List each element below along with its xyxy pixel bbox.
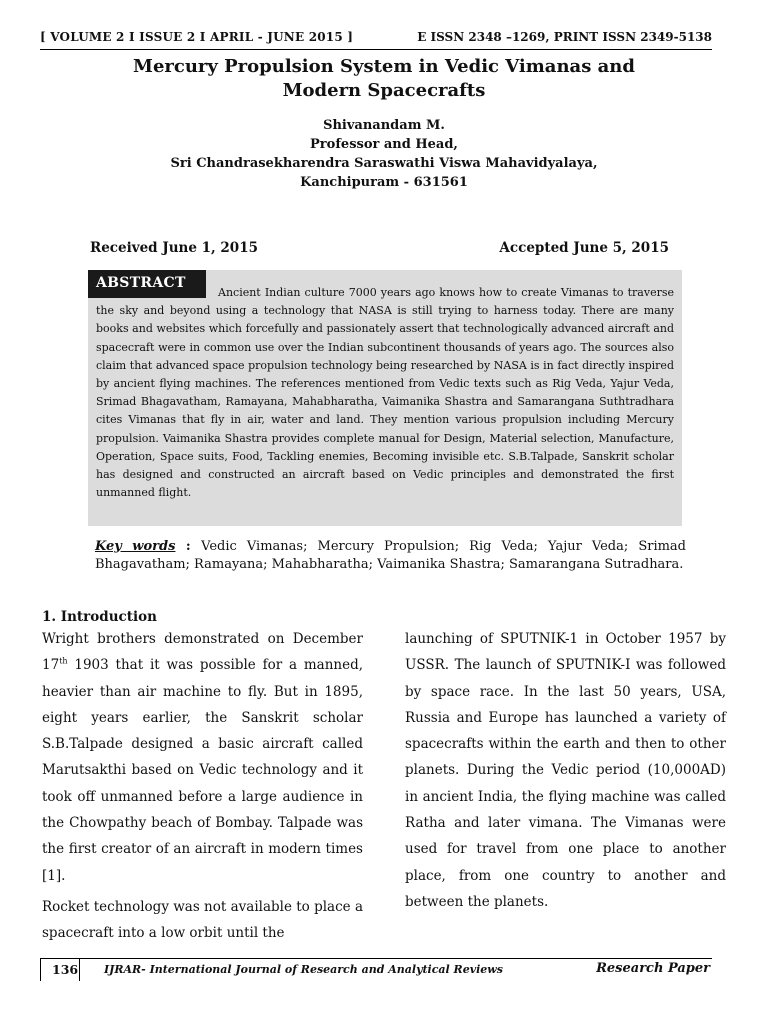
author-block: [40, 116, 728, 192]
page-number: 136: [52, 962, 79, 977]
journal-name-footer: IJRAR- International Journal of Research and Analytical Reviews: [104, 963, 503, 976]
section-heading-introduction: 1. Introduction: [42, 609, 157, 625]
intro-paragraph-3: launching of SPUTNIK-1 in October 1957 by USSR. The launch of SPUTNIK-I was followed by space race. In the last 50 years, USA, Russia and Europe has launched a variety of spacecrafts within the earth and then to other planets. During the Vedic period (10,000AD) in ancient India, the flying machine was called Ratha and later vimana. The Vimanas were used for travel from one place to another place, from one country to another and between the planets.: [405, 631, 726, 910]
footer-rule: [40, 958, 712, 959]
issn-header: E ISSN 2348 –1269, PRINT ISSN 2349-5138: [417, 30, 712, 44]
accepted-date: Accepted June 5, 2015: [499, 240, 669, 256]
paper-title: [40, 55, 728, 103]
body-column-right: [405, 626, 726, 915]
author-location: Kanchipuram - 631561: [300, 175, 468, 190]
keywords-separator: :: [175, 539, 202, 554]
abstract-label: ABSTRACT: [96, 275, 186, 291]
keywords-list: Vedic Vimanas; Mercury Propulsion; Rig Veda; Yajur Veda; Srimad Bhagavatham; Ramayana; Mahabharatha; Vaimanika Shastra; Samarangana Sutradhara.: [95, 539, 687, 572]
abstract-text: Ancient Indian culture 7000 years ago knows how to create Vimanas to traverse the sky and beyond using a technology that NASA is still trying to harness today. There are many books and websites which forcefully and passionately assert that technologically advanced aircraft and spacecraft were in common use over the Indian subcontinent thousands of years ago. The sources also claim that advanced space propulsion technology being researched by NASA is in fact directly inspired by ancient flying machines. The references mentioned from Vedic texts such as Rig Veda, Yajur Veda, Srimad Bhagavatham, Ramayana, Mahabharatha, Vaimanika Shastra and Samarangana Suthtradhara cites Vimanas that fly in air, water and land. They mention various propulsion including Mercury propulsion. Vaimanika Shastra provides complete manual for Design, Material selection, Manufacture, Operation, Space suits, Food, Tackling enemies, Becoming invisible etc. S.B.Talpade, Sanskrit scholar has designed and constructed an aircraft based on Vedic principles and demonstrated the first unmanned flight.: [96, 286, 674, 500]
author-name: Shivanandam M.: [323, 118, 445, 133]
abstract-box: [88, 270, 682, 526]
paper-type-label: Research Paper: [596, 961, 710, 976]
ordinal-superscript: th: [59, 656, 68, 666]
intro-paragraph-2: Rocket technology was not available to place a spacecraft into a low orbit until the: [42, 898, 363, 942]
body-column-left: [42, 626, 363, 947]
intro-paragraph-1: [42, 626, 363, 889]
author-institution: Sri Chandrasekharendra Saraswathi Viswa Mahavidyalaya,: [170, 156, 598, 171]
intro-paragraph-1-text-a: Wright brothers demonstrated on December 17: [42, 631, 363, 674]
author-role: Professor and Head,: [310, 137, 458, 152]
header-rule: [40, 49, 712, 50]
paper-title-line-1: Mercury Propulsion System in Vedic Vimanas and: [133, 56, 635, 77]
keywords-block: [95, 538, 686, 574]
paper-title-line-2: Modern Spacecrafts: [282, 80, 486, 101]
journal-volume-header: [ VOLUME 2 I ISSUE 2 I APRIL - JUNE 2015 ]: [40, 30, 354, 44]
received-date: Received June 1, 2015: [90, 240, 258, 256]
keywords-label: Key words: [95, 539, 176, 554]
intro-paragraph-1-text-b: 1903 that it was possible for a manned, heavier than air machine to fly. But in 1895, eight years earlier, the Sanskrit scholar S.B.Talpade designed a basic aircraft called Marutsakthi based on Vedic technology and it took off unmanned before a large audience in the Chowpathy beach of Bombay. Talpade was the first creator of an aircraft in modern times [1].: [42, 657, 363, 884]
